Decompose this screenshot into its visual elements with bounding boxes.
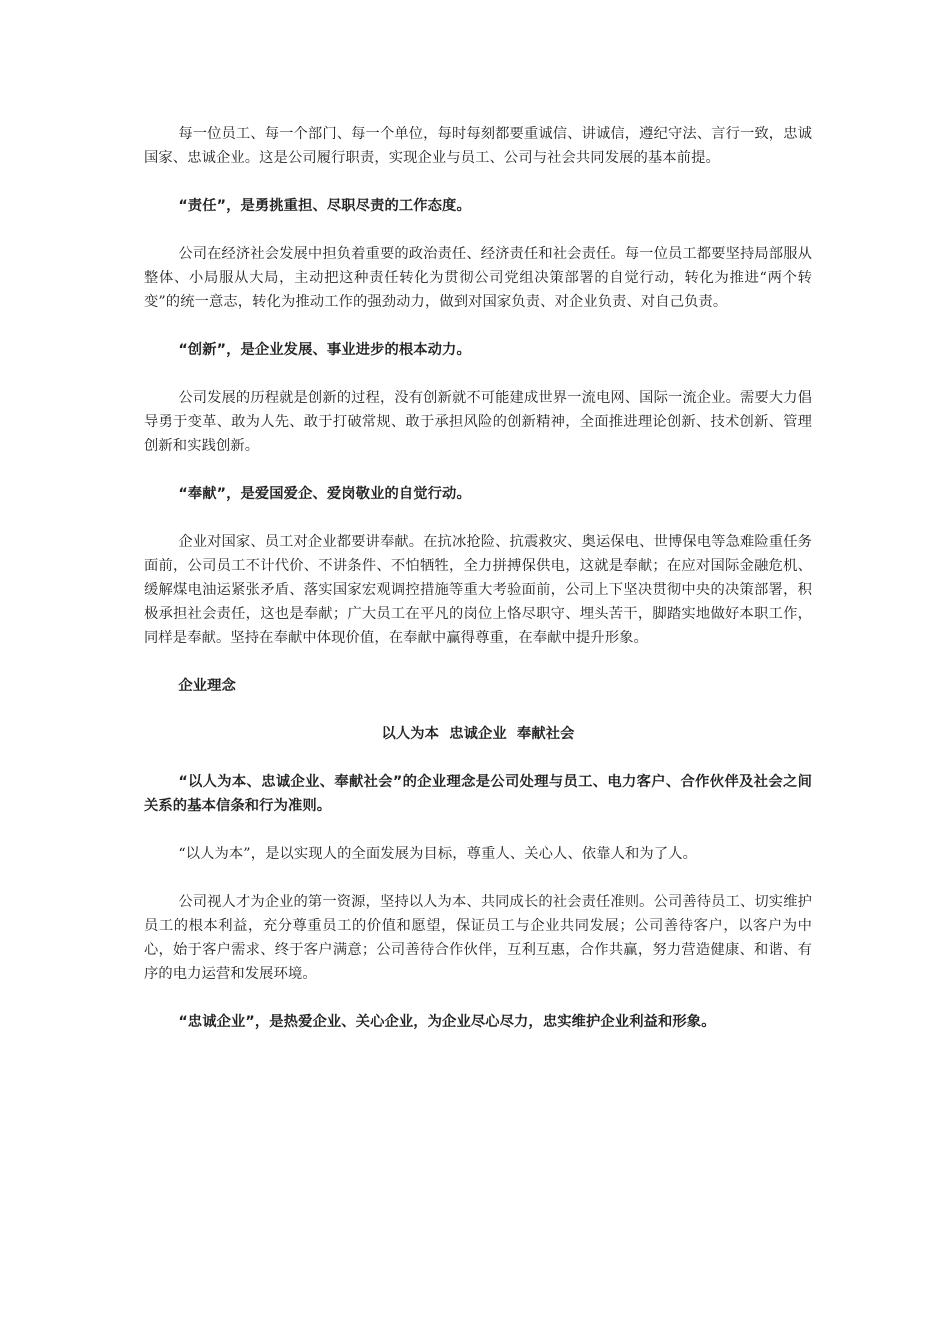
paragraph-innovation-body: 公司发展的历程就是创新的过程，没有创新就不可能建成世界一流电网、国际一流企业。需要大力倡导勇于变革、敢为人先、敢于打破常规、敢于承担风险的创新精神，全面推进理论创新、技术创新、管理创新和实践创新。: [144, 390, 812, 454]
paragraph-dedication-body: 企业对国家、员工对企业都要讲奉献。在抗冰抢险、抗震救灾、奥运保电、世博保电等急难险重任务面前，公司员工不计代价、不讲条件、不怕牺牲，全力拼搏保供电，这就是奉献；在应对国际金融危机、缓解煤电油运紧张矛盾、落实国家宏观调控措施等重大考验面前，公司上下坚决贯彻中央的决策部署，积极承担社会责任，这也是奉献；广大员工在平凡的岗位上恪尽职守、埋头苦干，脚踏实地做好本职工作，同样是奉献。坚持在奉献中体现价值，在奉献中赢得尊重，在奉献中提升形象。: [144, 534, 812, 646]
paragraph-responsibility-body: 公司在经济社会发展中担负着重要的政治责任、经济责任和社会责任。每一位员工都要坚持局部服从整体、小局服从大局，主动把这种责任转化为贯彻公司党组决策部署的自觉行动，转化为推进“两个转变”的统一意志，转化为推动工作的强劲动力，做到对国家负责、对企业负责、对自己负责。: [144, 246, 812, 310]
document-page: [144, 122, 812, 1058]
paragraph-philosophy-intro: “以人为本、忠诚企业、奉献社会”的企业理念是公司处理与员工、电力客户、合作伙伴及社会之间关系的基本信条和行为准则。: [144, 774, 812, 814]
paragraph-people-oriented-body: 公司视人才为企业的第一资源，坚持以人为本、共同成长的社会责任准则。公司善待员工、切实维护员工的根本利益，充分尊重员工的价值和愿望，保证员工与企业共同发展；公司善待客户，以客户为中心，始于客户需求、终于客户满意；公司善待合作伙伴，互利互惠，合作共赢，努力营造健康、和谐、有序的电力运营和发展环境。: [144, 894, 812, 982]
heading-innovation: “创新”，是企业发展、事业进步的根本动力。: [178, 342, 471, 358]
heading-responsibility: “责任”，是勇挑重担、尽职尽责的工作态度。: [178, 198, 471, 214]
heading-dedication: “奉献”，是爱国爱企、爱岗敬业的自觉行动。: [178, 486, 471, 502]
philosophy-slogan: 以人为本 忠诚企业 奉献社会: [381, 726, 575, 742]
heading-enterprise-philosophy: 企业理念: [178, 678, 236, 694]
paragraph-integrity-body: 每一位员工、每一个部门、每一个单位，每时每刻都要重诚信、讲诚信，遵纪守法、言行一致，忠诚国家、忠诚企业。这是公司履行职责，实现企业与员工、公司与社会共同发展的基本前提。: [144, 126, 812, 166]
paragraph-people-oriented: “以人为本”，是以实现人的全面发展为目标，尊重人、关心人、依靠人和为了人。: [178, 846, 698, 862]
heading-loyalty: “忠诚企业”，是热爱企业、关心企业，为企业尽心尽力，忠实维护企业利益和形象。: [178, 1014, 716, 1030]
